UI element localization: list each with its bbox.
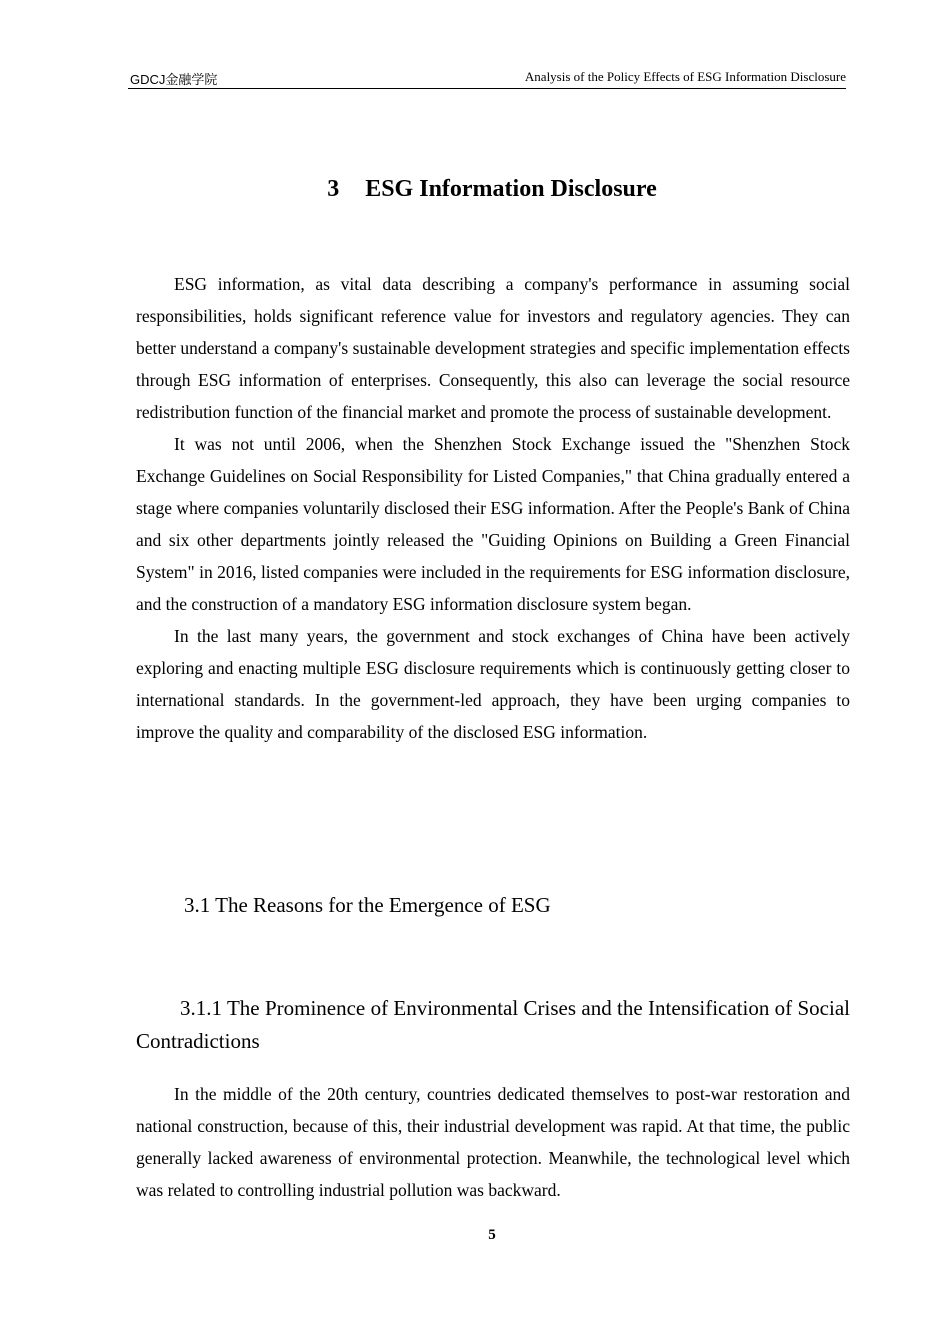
page-header [128, 66, 846, 89]
subsection-text-block [136, 1078, 850, 1206]
intro-text-block [136, 268, 850, 748]
paragraph: In the last many years, the government and stock exchanges of China have been actively exploring and enacting multiple ESG disclosure requirements which is continuously getting closer to international standards. In the government-led approach, they have been urging companies to improve the quality and comparability of the disclosed ESG information. [136, 626, 850, 742]
section-heading: 3.1 The Reasons for the Emergence of ESG [184, 893, 551, 917]
chapter-title-text: ESG Information Disclosure [365, 176, 657, 202]
header-institution: GDCJ金融学院 [130, 72, 218, 87]
page-number: 5 [488, 1227, 496, 1243]
chapter-title [0, 176, 950, 203]
paragraph: In the middle of the 20th century, countries dedicated themselves to post-war restoration and national construction, because of this, their industrial development was rapid. At that time, the public generally lacked awareness of environmental protection. Meanwhile, the technological level which was related to controlling industrial pollution was backward. [136, 1084, 850, 1200]
header-document-title: Analysis of the Policy Effects of ESG Information Disclosure [524, 69, 846, 84]
chapter-number: 3 [327, 176, 340, 202]
paragraph: It was not until 2006, when the Shenzhen Stock Exchange issued the "Shenzhen Stock Exchange Guidelines on Social Responsibility for Listed Companies," that China gradually entered a stage where companies voluntarily disclosed their ESG information. After the People's Bank of China and six other departments jointly released the "Guiding Opinions on Building a Green Financial System" in 2016, listed companies were included in the requirements for ESG information disclosure, and the construction of a mandatory ESG information disclosure system began. [136, 434, 850, 614]
paragraph: ESG information, as vital data describing a company's performance in assuming social responsibilities, holds significant reference value for investors and regulatory agencies. They can better understand a company's sustainable development strategies and specific implementation effects through ESG information of enterprises. Consequently, this also can leverage the social resource redistribution function of the financial market and promote the process of sustainable development. [136, 274, 850, 422]
subsection-heading: 3.1.1 The Prominence of Environmental Crises and the Intensification of Social Contradictions [136, 996, 850, 1053]
